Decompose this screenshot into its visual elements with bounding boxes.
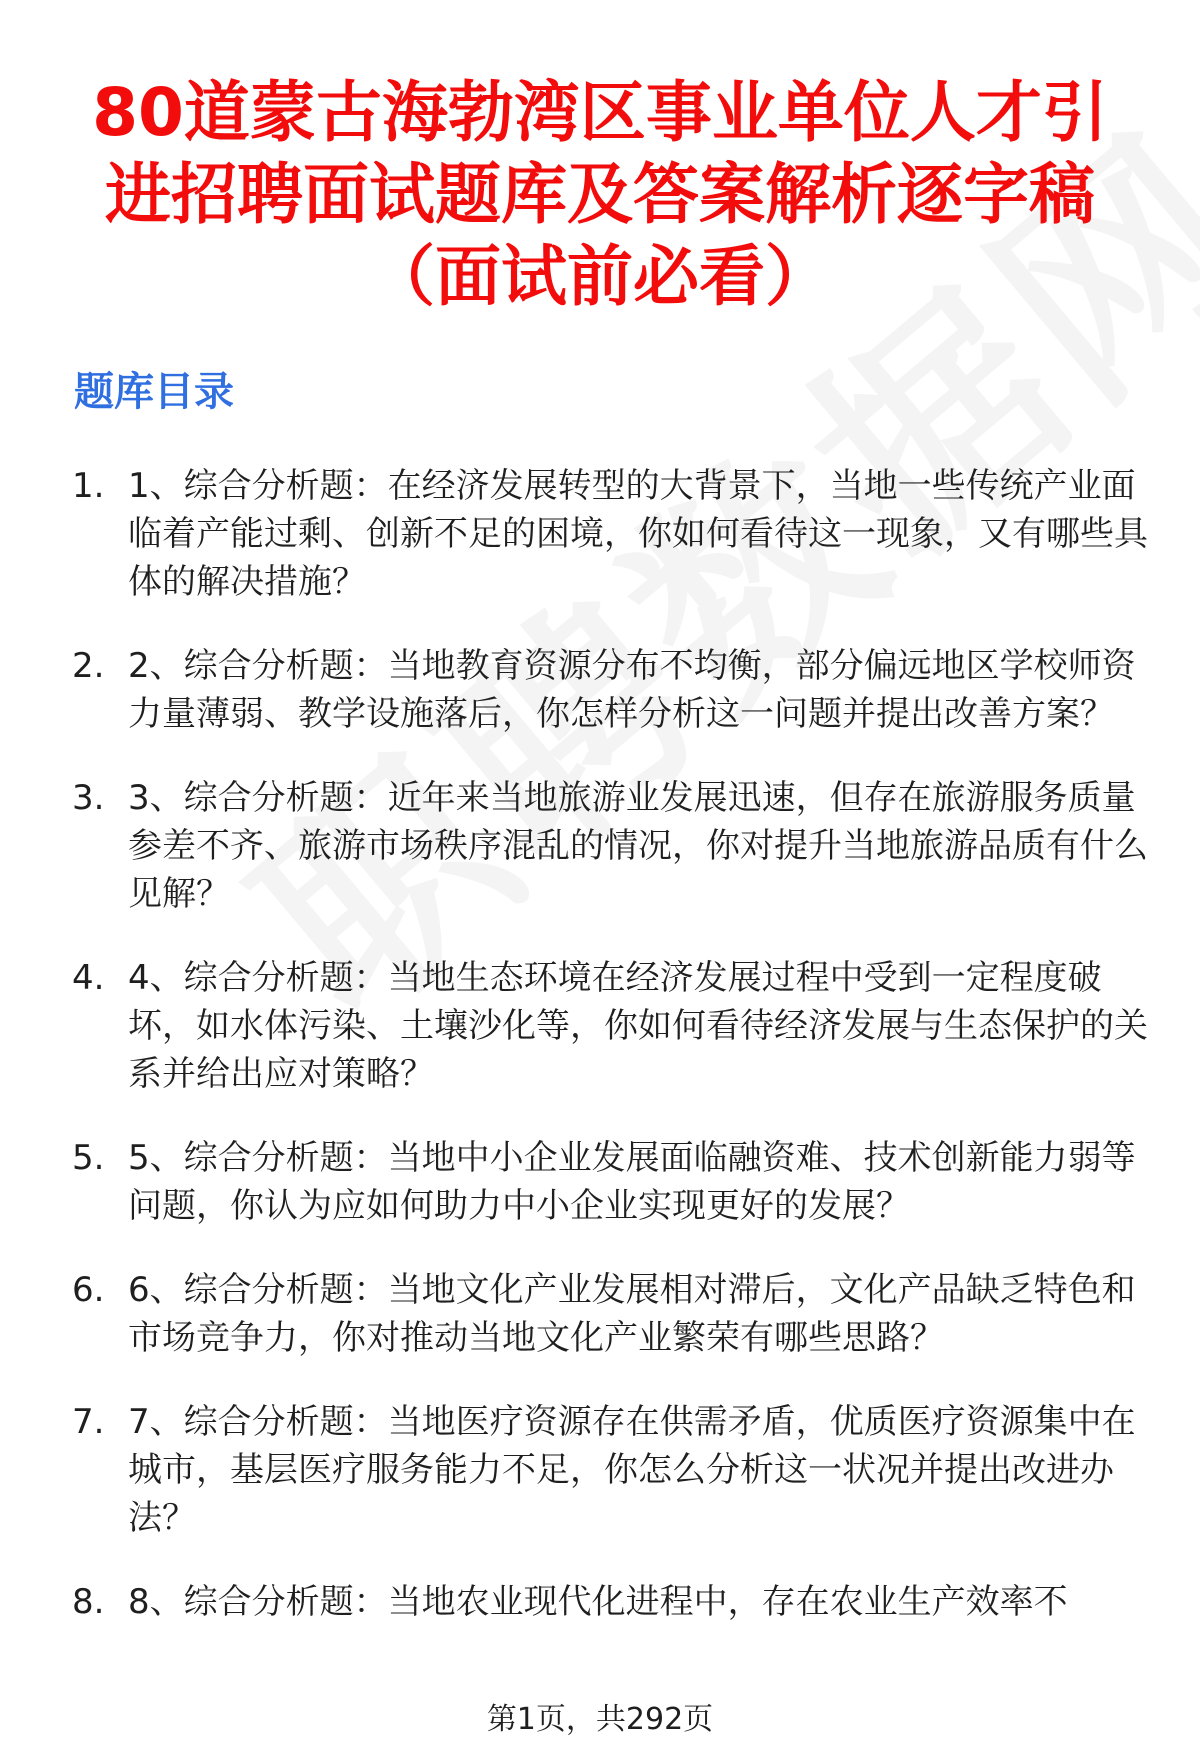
- question-item: [72, 462, 1158, 606]
- question-text: 4、综合分析题：当地生态环境在经济发展过程中受到一定程度破坏，如水体污染、土壤沙化等，你如何看待经济发展与生态保护的关系并给出应对策略？: [128, 958, 1148, 1094]
- question-item: [72, 1398, 1158, 1542]
- question-text: 3、综合分析题：近年来当地旅游业发展迅速，但存在旅游服务质量参差不齐、旅游市场秩序混乱的情况，你对提升当地旅游品质有什么见解？: [128, 778, 1148, 914]
- question-text: 2、综合分析题：当地教育资源分布不均衡，部分偏远地区学校师资力量薄弱、教学设施落后，你怎样分析这一问题并提出改善方案？: [128, 646, 1136, 734]
- question-text: 7、综合分析题：当地医疗资源存在供需矛盾，优质医疗资源集中在城市，基层医疗服务能力不足，你怎么分析这一状况并提出改进办法？: [128, 1402, 1136, 1538]
- question-number: 7.: [72, 1402, 105, 1442]
- question-item: [72, 642, 1158, 738]
- question-text: 1、综合分析题：在经济发展转型的大背景下，当地一些传统产业面临着产能过剩、创新不足的困境，你如何看待这一现象，又有哪些具体的解决措施？: [128, 466, 1148, 602]
- question-item: [72, 1134, 1158, 1230]
- question-item: [72, 1578, 1158, 1626]
- question-number: 8.: [72, 1582, 105, 1622]
- page-footer: 第1页，共292页: [486, 1702, 714, 1737]
- question-number: 1.: [72, 466, 105, 506]
- question-number: 4.: [72, 958, 105, 998]
- question-number: 3.: [72, 778, 105, 818]
- question-number: 2.: [72, 646, 105, 686]
- question-item: [72, 1266, 1158, 1362]
- question-list: [72, 462, 1158, 1662]
- question-number: 6.: [72, 1270, 105, 1310]
- question-item: [72, 954, 1158, 1098]
- question-number: 5.: [72, 1138, 105, 1178]
- question-text: 5、综合分析题：当地中小企业发展面临融资难、技术创新能力弱等问题，你认为应如何助力中小企业实现更好的发展？: [128, 1138, 1136, 1226]
- question-text: 8、综合分析题：当地农业现代化进程中，存在农业生产效率不: [128, 1582, 1068, 1622]
- document-title: 80道蒙古海勃湾区事业单位人才引进招聘面试题库及答案解析逐字稿（面试前必看）: [92, 74, 1108, 315]
- toc-heading: 题库目录: [74, 369, 234, 415]
- question-text: 6、综合分析题：当地文化产业发展相对滞后，文化产品缺乏特色和市场竞争力，你对推动当地文化产业繁荣有哪些思路？: [128, 1270, 1136, 1358]
- question-item: [72, 774, 1158, 918]
